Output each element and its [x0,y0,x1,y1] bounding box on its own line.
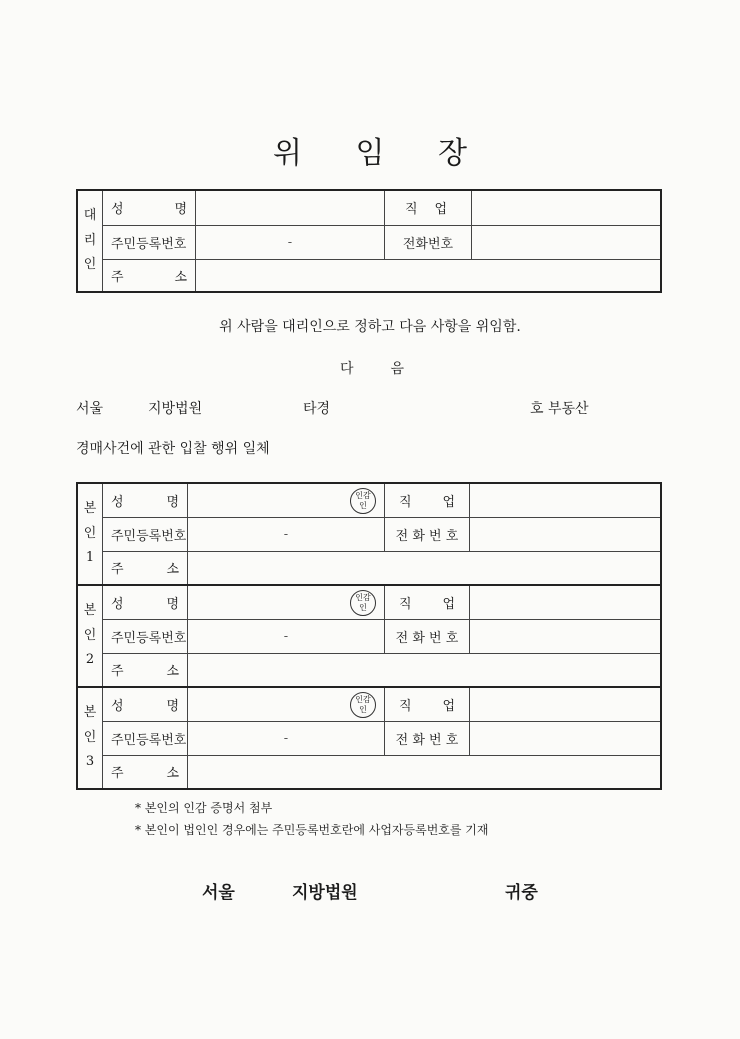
principal-addr-label [103,755,188,789]
principal-2-side [77,585,103,687]
label-char: 직 [399,494,412,510]
principal-3-job-field[interactable] [470,687,662,721]
principal-1-name-field[interactable] [188,483,385,517]
next-label [340,358,404,378]
label-char: 명 [174,202,187,218]
side-char: 본 [83,602,97,618]
title-char: 장 [438,136,468,171]
agent-side-label [77,190,103,292]
footer-court: 지방법원 [292,883,358,903]
principal-2-phone-field[interactable] [470,619,662,653]
seal-bottom: 인 [359,705,367,714]
label-char: 소 [166,664,179,680]
principal-id-label: 주민등록번호 [103,721,188,755]
note-corporation: * 본인이 법인인 경우에는 주민등록번호란에 사업자등록번호를 기재 [135,823,489,837]
case-suffix: 호 부동산 [530,401,589,417]
court-city: 서울 [76,401,104,417]
court-name: 지방법원 [148,401,203,417]
label-char: 업 [442,494,455,510]
label-char: 성 [111,596,124,612]
side-char: 2 [85,652,95,668]
title-char: 위 [272,136,302,171]
seal-top: 인감 [355,593,371,602]
id-dash: - [283,730,289,746]
principal-phone-label: 전 화 번 호 [385,721,470,755]
principal-name-label [103,687,188,721]
seal-stamp [350,590,376,616]
principal-2-addr-field[interactable] [188,653,662,687]
principal-1-addr-field[interactable] [188,551,662,585]
label-char: 직 [399,596,412,612]
agent-id-label: 주민등록번호 [103,225,196,259]
id-dash: - [283,628,289,644]
agent-table [76,189,662,293]
side-char: 리 [83,232,97,248]
side-char: 인 [83,729,97,745]
agent-addr-field[interactable] [196,259,662,292]
agent-addr-label [103,259,196,292]
principal-1-job-field[interactable] [470,483,662,517]
label-char: 주 [111,766,124,782]
page-title [0,128,740,172]
label-char: 성 [111,494,124,510]
statement: 위 사람을 대리인으로 정하고 다음 사항을 위임함. [219,319,521,335]
label-char: 소 [166,766,179,782]
label-char: 성 [111,698,124,714]
principal-3-side [77,687,103,789]
principal-phone-label: 전 화 번 호 [385,619,470,653]
id-dash: - [283,526,289,542]
principal-1-id-field[interactable] [188,517,385,551]
side-char: 인 [83,525,97,541]
principal-id-label: 주민등록번호 [103,517,188,551]
case-type: 타경 [303,401,331,417]
label-char: 성 [111,202,124,218]
principal-job-label [385,585,470,619]
principal-3-id-field[interactable] [188,721,385,755]
seal-top: 인감 [355,695,371,704]
id-dash: - [287,234,293,250]
seal-top: 인감 [355,491,371,500]
label-char: 소 [166,562,179,578]
agent-name-label [103,190,196,225]
agent-name-field[interactable] [196,190,385,225]
side-char: 본 [83,500,97,516]
agent-phone-field[interactable] [472,225,662,259]
principal-1-phone-field[interactable] [470,517,662,551]
label-char: 직 [405,202,418,218]
side-char: 인 [83,257,97,273]
principal-2-id-field[interactable] [188,619,385,653]
side-char: 3 [85,754,95,770]
label-char: 명 [166,494,179,510]
principal-addr-label [103,653,188,687]
seal-stamp [350,692,376,718]
seal-stamp [350,488,376,514]
principals-table [76,482,662,790]
label-char: 다 [340,361,354,377]
label-char: 주 [111,562,124,578]
principal-job-label [385,483,470,517]
principal-3-addr-field[interactable] [188,755,662,789]
label-char: 명 [166,698,179,714]
label-char: 소 [174,269,187,285]
principal-1-side [77,483,103,585]
side-char: 인 [83,627,97,643]
principal-3-name-field[interactable] [188,687,385,721]
label-char: 직 [399,698,412,714]
agent-phone-label: 전화번호 [385,225,472,259]
side-char: 대 [83,207,97,223]
principal-2-name-field[interactable] [188,585,385,619]
label-char: 업 [442,698,455,714]
principal-job-label [385,687,470,721]
principal-name-label [103,483,188,517]
principal-addr-label [103,551,188,585]
label-char: 음 [390,361,404,377]
footer-honorific: 귀중 [505,883,538,903]
seal-bottom: 인 [359,603,367,612]
principal-id-label: 주민등록번호 [103,619,188,653]
principal-name-label [103,585,188,619]
label-char: 주 [111,664,124,680]
label-char: 주 [111,269,124,285]
label-char: 명 [166,596,179,612]
agent-job-label [385,190,472,225]
label-char: 업 [442,596,455,612]
principal-phone-label: 전 화 번 호 [385,517,470,551]
seal-bottom: 인 [359,501,367,510]
side-char: 본 [83,704,97,720]
scope-text: 경매사건에 관한 입찰 행위 일체 [76,441,270,457]
note-seal-certificate: * 본인의 인감 증명서 첨부 [135,801,273,815]
footer-city: 서울 [202,883,235,903]
agent-id-field[interactable] [196,225,385,259]
label-char: 업 [434,202,447,218]
agent-job-field[interactable] [472,190,662,225]
side-char: 1 [85,550,95,566]
principal-2-job-field[interactable] [470,585,662,619]
title-char: 임 [355,136,385,171]
principal-3-phone-field[interactable] [470,721,662,755]
